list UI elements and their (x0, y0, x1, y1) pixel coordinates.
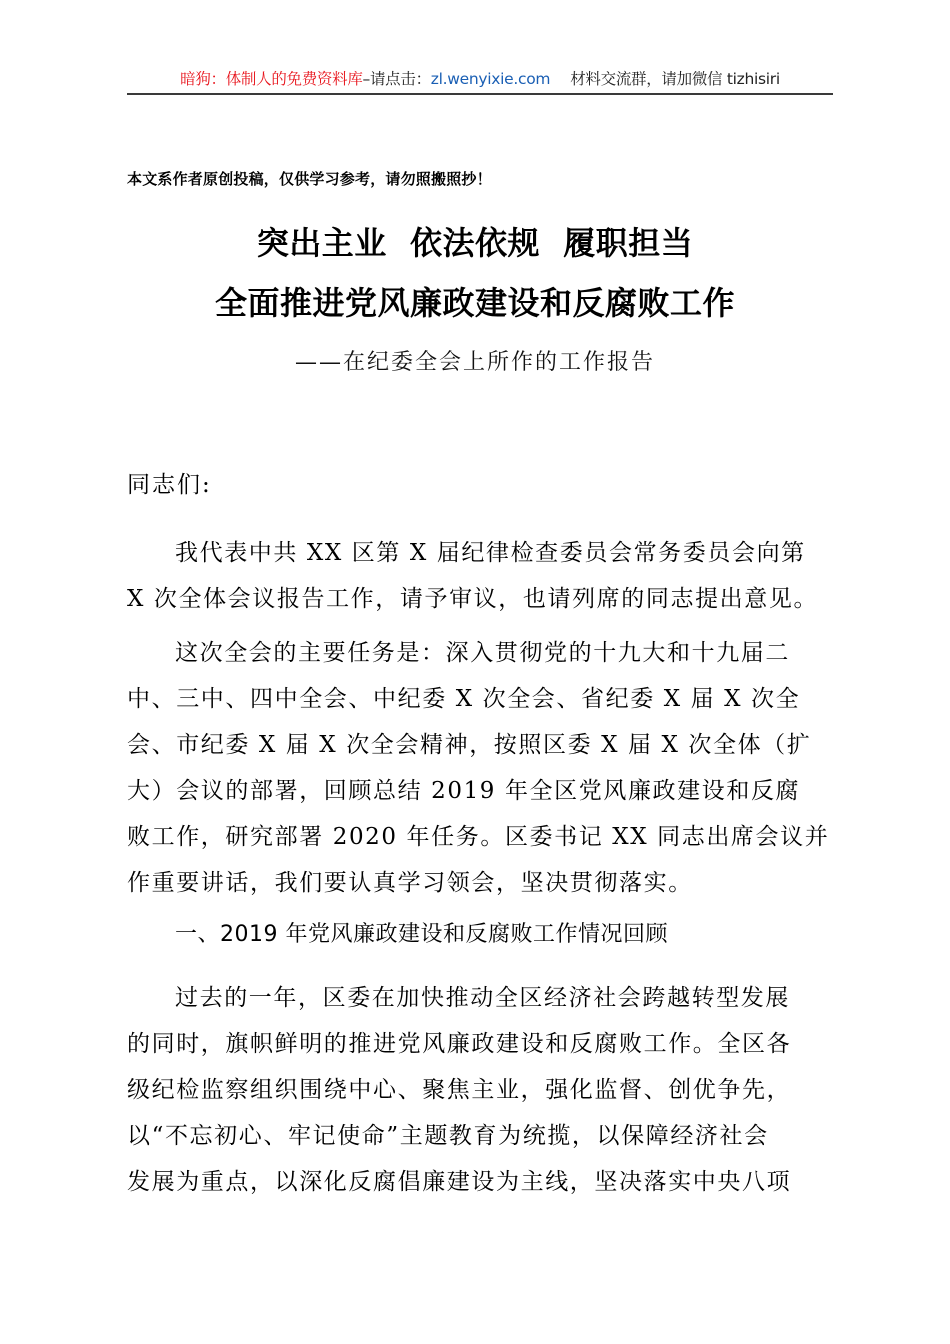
header-contact: 材料交流群，请加微信 tizhisiri (570, 70, 780, 88)
page-header (127, 66, 833, 92)
header-click-prompt: –请点击： (362, 70, 431, 88)
paragraph-line: 中、三中、四中全会、中纪委 X 次全会、省纪委 X 届 X 次全 (127, 686, 801, 712)
paragraph-line: 败工作，研究部署 2020 年任务。区委书记 XX 同志出席会议并 (127, 824, 830, 850)
paragraph-line: 的同时，旗帜鲜明的推进党风廉政建设和反腐败工作。全区各 (127, 1031, 792, 1057)
paragraph-line: 大）会议的部署，回顾总结 2019 年全区党风廉政建设和反腐 (127, 778, 801, 804)
copyright-notice: 本文系作者原创投稿，仅供学习参考，请勿照搬照抄！ (127, 170, 492, 188)
document-subtitle: ——在纪委全会上所作的工作报告 (294, 350, 655, 375)
paragraph-line: 我代表中共 XX 区第 X 届纪律检查委员会常务委员会向第 (175, 540, 806, 566)
header-divider (127, 93, 833, 95)
header-brand: 暗狗：体制人的免费资料库 (180, 70, 363, 88)
paragraph-tasks (127, 630, 833, 906)
document-title-line1: 突出主业 依法依规 履职担当 (256, 224, 694, 262)
paragraph-line: X 次全体会议报告工作，请予审议，也请列席的同志提出意见。 (127, 586, 819, 612)
paragraph-opening (127, 530, 833, 622)
paragraph-line: 作重要讲话，我们要认真学习领会，坚决贯彻落实。 (127, 870, 693, 896)
paragraph-line: 以“不忘初心、牢记使命”主题教育为统揽，以保障经济社会 (127, 1123, 769, 1149)
paragraph-line: 发展为重点，以深化反腐倡廉建设为主线，坚决落实中央八项 (127, 1169, 792, 1195)
paragraph-line: 过去的一年，区委在加快推动全区经济社会跨越转型发展 (175, 985, 790, 1011)
section-heading-1: 一、2019 年党风廉政建设和反腐败工作情况回顾 (175, 922, 668, 947)
header-url-link[interactable]: zl.wenyixie.com (430, 70, 551, 88)
greeting: 同志们: (127, 472, 212, 498)
paragraph-line: 这次全会的主要任务是：深入贯彻党的十九大和十九届二 (175, 640, 790, 666)
document-title-line2: 全面推进党风廉政建设和反腐败工作 (214, 284, 735, 322)
paragraph-line: 级纪检监察组织围绕中心、聚焦主业，强化监督、创优争先， (127, 1077, 792, 1103)
paragraph-review (127, 975, 833, 1205)
paragraph-line: 会、市纪委 X 届 X 次全会精神，按照区委 X 届 X 次全体（扩 (127, 732, 812, 758)
